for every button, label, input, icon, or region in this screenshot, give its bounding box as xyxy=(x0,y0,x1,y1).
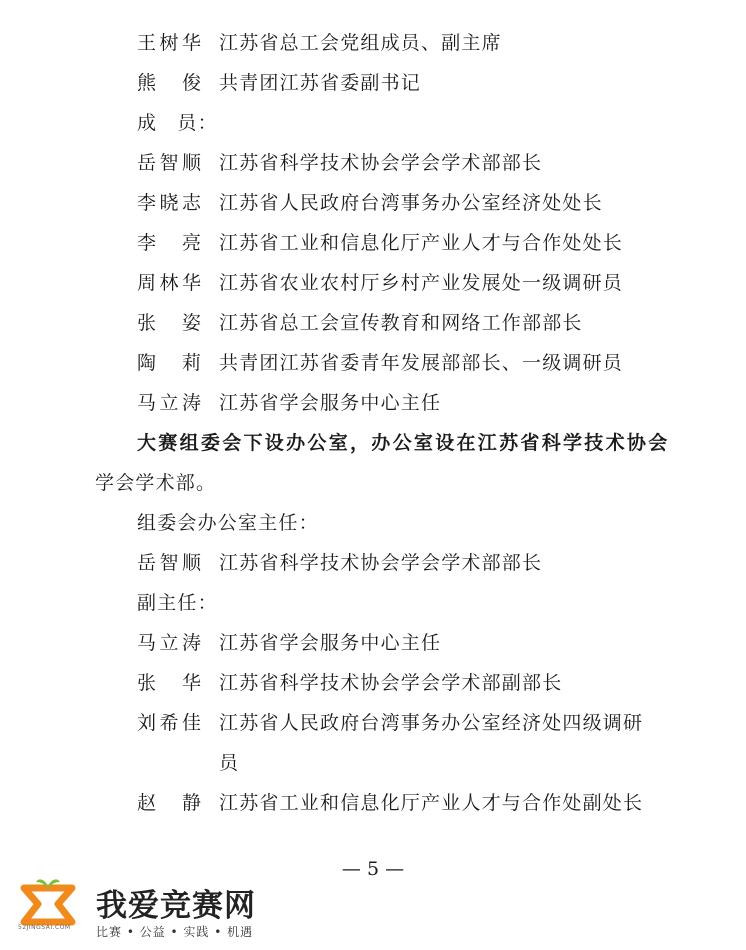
person-role: 江苏省人民政府台湾事务办公室经济处处长 xyxy=(219,192,603,214)
deputy-row xyxy=(0,663,746,703)
name-char: 涛 xyxy=(181,632,201,654)
deputy-row-continuation xyxy=(0,743,746,783)
person-role: 江苏省工业和信息化厅产业人才与合作处处长 xyxy=(219,232,624,254)
name-char: 莉 xyxy=(181,352,201,374)
name-char: 顺 xyxy=(181,152,201,174)
name-char: 岳 xyxy=(137,152,157,174)
name-char: 希 xyxy=(159,712,179,734)
person-name xyxy=(137,543,201,583)
name-char: 周 xyxy=(137,272,157,294)
name-char: 华 xyxy=(181,672,201,694)
name-char: 志 xyxy=(181,192,201,214)
person-name xyxy=(137,223,201,263)
name-char: 李 xyxy=(137,232,157,254)
name-char: 晓 xyxy=(159,192,179,214)
person-role: 共青团江苏省委青年发展部部长、一级调研员 xyxy=(219,352,624,374)
page-number: — 5 — xyxy=(341,858,405,880)
person-name xyxy=(137,663,201,703)
person-name xyxy=(137,183,201,223)
name-char: 智 xyxy=(159,152,179,174)
person-role: 江苏省农业农村厅乡村产业发展处一级调研员 xyxy=(219,272,624,294)
person-role-continuation: 员 xyxy=(219,752,240,774)
person-role: 江苏省人民政府台湾事务办公室经济处四级调研 xyxy=(219,712,644,734)
name-char: 熊 xyxy=(137,72,157,94)
site-tagline: 比赛 • 公益 • 实践 • 机遇 xyxy=(96,925,254,939)
name-char: 静 xyxy=(181,792,201,814)
name-char: 马 xyxy=(137,392,157,414)
member-row xyxy=(0,183,746,223)
person-name xyxy=(137,63,201,103)
section-label: 成 员： xyxy=(137,112,218,134)
person-name xyxy=(137,703,201,743)
person-role: 江苏省科学技术协会学会学术部部长 xyxy=(219,152,543,174)
person-name xyxy=(137,343,201,383)
paragraph-text: 大赛组委会下设办公室，办公室设在江苏省科学技术协会 xyxy=(137,432,670,454)
deputy-row xyxy=(0,783,746,823)
person-role: 江苏省总工会党组成员、副主席 xyxy=(219,32,502,54)
member-row xyxy=(0,383,746,423)
person-name xyxy=(137,263,201,303)
office-paragraph-line xyxy=(0,423,746,463)
name-char: 林 xyxy=(159,272,179,294)
deputy-row xyxy=(0,623,746,663)
name-char: 立 xyxy=(159,392,179,414)
site-watermark xyxy=(14,876,274,946)
name-char: 姿 xyxy=(181,312,201,334)
name-char: 佳 xyxy=(181,712,201,734)
person-role: 江苏省科学技术协会学会学术部副部长 xyxy=(219,672,563,694)
name-char: 华 xyxy=(181,272,201,294)
name-char: 树 xyxy=(159,32,179,54)
name-char: 亮 xyxy=(181,232,201,254)
person-role: 江苏省总工会宣传教育和网络工作部部长 xyxy=(219,312,583,334)
leader-row xyxy=(0,23,746,63)
name-char: 李 xyxy=(137,192,157,214)
paragraph-text: 学会学术部。 xyxy=(95,472,217,494)
person-role: 江苏省工业和信息化厅产业人才与合作处副处长 xyxy=(219,792,644,814)
member-row xyxy=(0,143,746,183)
name-char: 涛 xyxy=(181,392,201,414)
site-domain: 52JINGSAI.COM xyxy=(18,924,71,931)
director-row xyxy=(0,543,746,583)
name-char: 立 xyxy=(159,632,179,654)
member-row xyxy=(0,223,746,263)
person-name xyxy=(137,383,201,423)
person-role: 江苏省科学技术协会学会学术部部长 xyxy=(219,552,543,574)
deputy-heading xyxy=(0,583,746,623)
section-label: 组委会办公室主任： xyxy=(137,512,319,534)
person-name xyxy=(137,783,201,823)
member-row xyxy=(0,263,746,303)
name-char: 顺 xyxy=(181,552,201,574)
section-label: 副主任： xyxy=(137,592,218,614)
name-char: 岳 xyxy=(137,552,157,574)
name-char: 陶 xyxy=(137,352,157,374)
name-char: 华 xyxy=(181,32,201,54)
name-char: 赵 xyxy=(137,792,157,814)
person-name xyxy=(137,623,201,663)
name-char: 张 xyxy=(137,672,157,694)
deputy-row xyxy=(0,703,746,743)
person-name xyxy=(137,143,201,183)
person-role: 共青团江苏省委副书记 xyxy=(219,72,422,94)
person-name xyxy=(137,303,201,343)
director-heading xyxy=(0,503,746,543)
member-row xyxy=(0,303,746,343)
name-char: 马 xyxy=(137,632,157,654)
member-row xyxy=(0,343,746,383)
members-heading xyxy=(0,103,746,143)
name-char: 王 xyxy=(137,32,157,54)
name-char: 智 xyxy=(159,552,179,574)
leader-row xyxy=(0,63,746,103)
name-char: 刘 xyxy=(137,712,157,734)
name-char: 俊 xyxy=(181,72,201,94)
person-role: 江苏省学会服务中心主任 xyxy=(219,392,442,414)
name-char: 张 xyxy=(137,312,157,334)
site-name: 我爱竞赛网 xyxy=(96,888,256,924)
person-role: 江苏省学会服务中心主任 xyxy=(219,632,442,654)
person-name xyxy=(137,23,201,63)
office-paragraph-line xyxy=(0,463,746,503)
